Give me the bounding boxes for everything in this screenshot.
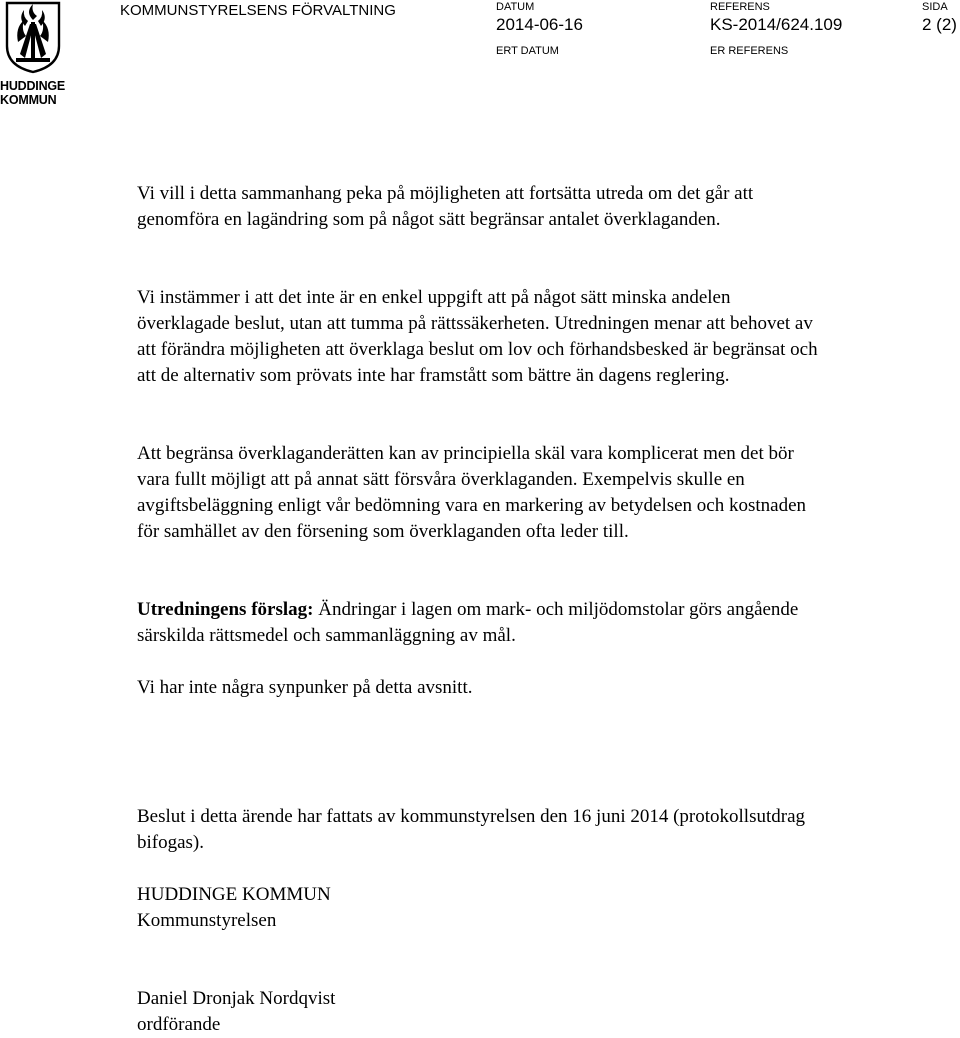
sida-label: SIDA bbox=[922, 1, 948, 13]
logo-text-line2: KOMMUN bbox=[0, 93, 57, 107]
referens-value: KS-2014/624.109 bbox=[710, 15, 843, 34]
organization-name: KOMMUNSTYRELSENS FÖRVALTNING bbox=[120, 2, 396, 19]
ert-datum-label: ERT DATUM bbox=[496, 45, 559, 57]
signatory-name: Daniel Dronjak Nordqvist bbox=[137, 988, 336, 1009]
signatory-title: ordförande bbox=[137, 1014, 221, 1035]
sida-value: 2 (2) bbox=[922, 15, 957, 34]
coat-of-arms-icon bbox=[4, 0, 62, 74]
huddinge-logo bbox=[0, 0, 70, 106]
decision-paragraph: Beslut i detta ärende har fattats av kommunstyrelsen den 16 juni 2014 (protokollsutdrag bifogas). bbox=[137, 806, 806, 853]
proposal-text: Ändringar i lagen om mark- och miljödomstolar görs angående särskilda rättsmedel och sammanläggning av mål. bbox=[137, 599, 799, 646]
paragraph-5: Vi har inte några synpunker på detta avsnitt. bbox=[137, 677, 473, 698]
paragraph-1: Vi vill i detta sammanhang peka på möjligheten att fortsätta utreda om det går att genomföra en lagändring som på något sätt begränsar antalet överklaganden. bbox=[137, 183, 754, 230]
signature-organization: HUDDINGE KOMMUN bbox=[137, 884, 331, 905]
paragraph-2: Vi instämmer i att det inte är en enkel uppgift att på något sätt minska andelen överklagade beslut, utan att tumma på rättssäkerheten. Utredningen menar att behovet av att förändra möjligheten att överklaga beslut om lov och förhandsbesked är begränsat och att de alternativ som prövats inte har framstått som bättre än dagens reglering. bbox=[137, 287, 818, 386]
er-referens-label: ER REFERENS bbox=[710, 45, 789, 57]
paragraph-4 bbox=[137, 597, 827, 649]
proposal-heading: Utredningens förslag: bbox=[137, 599, 314, 620]
paragraph-3: Att begränsa överklaganderätten kan av principiella skäl vara komplicerat men det bör vara fullt möjligt att på annat sätt försvåra överklaganden. Exempelvis skulle en avgiftsbeläggning enligt vår bedömning vara en markering av betydelsen och kostnaden för samhället av den försening som överklaganden ofta leder till. bbox=[137, 443, 807, 542]
datum-value: 2014-06-16 bbox=[496, 15, 583, 34]
logo-text bbox=[0, 79, 70, 107]
signature-body: Kommunstyrelsen bbox=[137, 910, 277, 931]
datum-label: DATUM bbox=[496, 1, 535, 13]
referens-label: REFERENS bbox=[710, 1, 770, 13]
logo-text-line1: HUDDINGE bbox=[0, 79, 66, 93]
